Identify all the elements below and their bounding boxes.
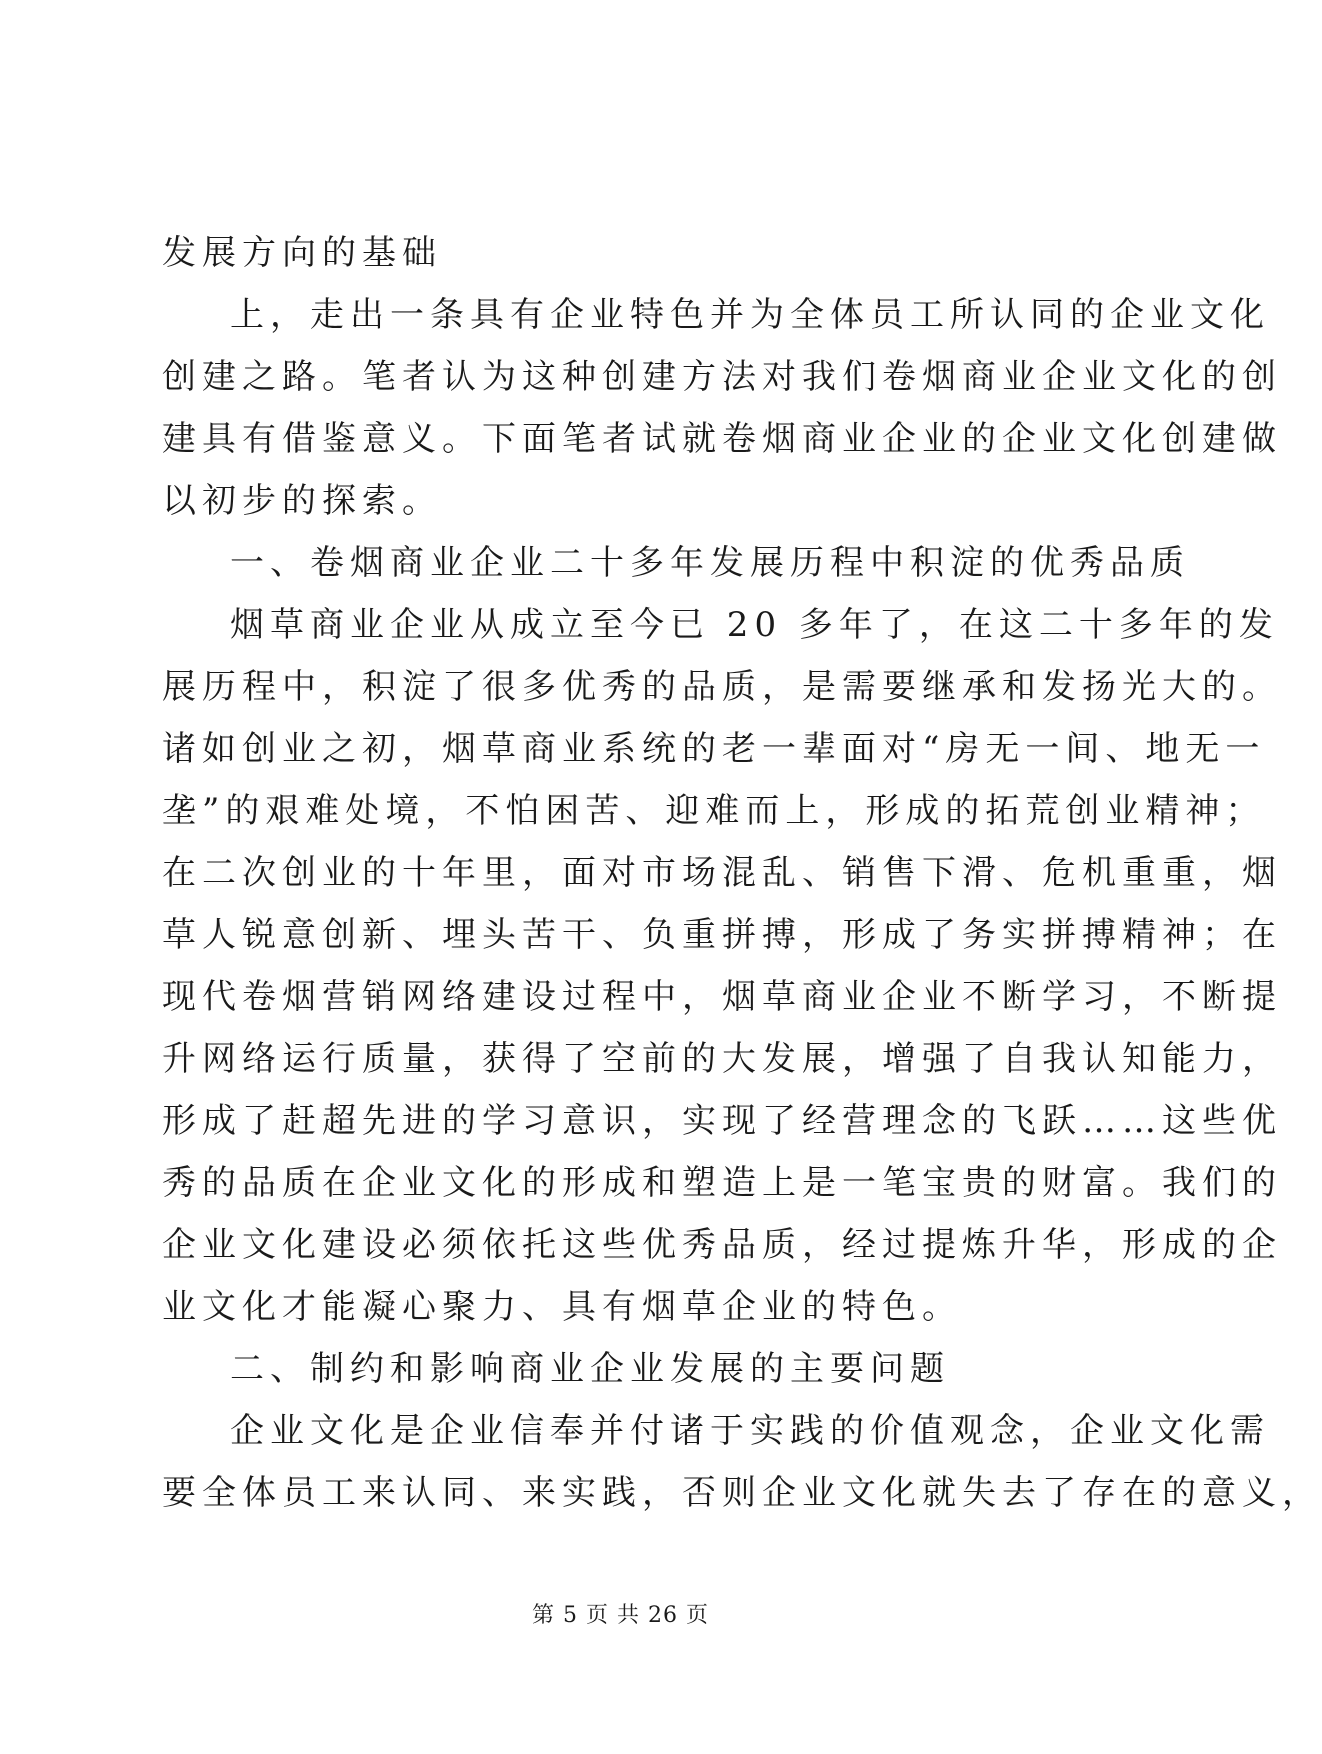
text-line: 要全体员工来认同、来实践，否则企业文化就失去了存在的意义，: [162, 1473, 1322, 1513]
text-line: 烟草商业企业从成立至今已 20 多年了，在这二十多年的发: [230, 605, 1279, 645]
text-line: 形成了赶超先进的学习意识，实现了经营理念的飞跃……这些优: [162, 1101, 1282, 1141]
text-line: 发展方向的基础: [162, 233, 442, 273]
text-line: 秀的品质在企业文化的形成和塑造上是一笔宝贵的财富。我们的: [162, 1163, 1282, 1203]
text-line: 建具有借鉴意义。下面笔者试就卷烟商业企业的企业文化创建做: [162, 419, 1282, 459]
text-line: 企业文化建设必须依托这些优秀品质，经过提炼升华，形成的企: [162, 1225, 1282, 1265]
text-line: 垄”的艰难处境，不怕困苦、迎难而上，形成的拓荒创业精神；: [162, 791, 1266, 831]
text-line: 展历程中，积淀了很多优秀的品质，是需要继承和发扬光大的。: [162, 667, 1282, 707]
text-line: 上，走出一条具有企业特色并为全体员工所认同的企业文化: [230, 295, 1270, 335]
text-line: 以初步的探索。: [162, 481, 442, 521]
section-heading: 一、卷烟商业企业二十多年发展历程中积淀的优秀品质: [230, 543, 1190, 583]
text-line: 诸如创业之初，烟草商业系统的老一辈面对“房无一间、地无一: [162, 729, 1266, 769]
text-line: 草人锐意创新、埋头苦干、负重拼搏，形成了务实拼搏精神；在: [162, 915, 1282, 955]
text-line: 创建之路。笔者认为这种创建方法对我们卷烟商业企业文化的创: [162, 357, 1282, 397]
text-line: 升网络运行质量，获得了空前的大发展，增强了自我认知能力，: [162, 1039, 1282, 1079]
text-line: 现代卷烟营销网络建设过程中，烟草商业企业不断学习，不断提: [162, 977, 1282, 1017]
page-footer: 第 5 页 共 26 页: [532, 1603, 709, 1628]
text-line: 企业文化是企业信奉并付诸于实践的价值观念，企业文化需: [230, 1411, 1270, 1451]
section-heading: 二、制约和影响商业企业发展的主要问题: [230, 1349, 950, 1389]
text-line: 业文化才能凝心聚力、具有烟草企业的特色。: [162, 1287, 962, 1327]
document-body: [162, 222, 1322, 1524]
text-line: 在二次创业的十年里，面对市场混乱、销售下滑、危机重重，烟: [162, 853, 1282, 893]
